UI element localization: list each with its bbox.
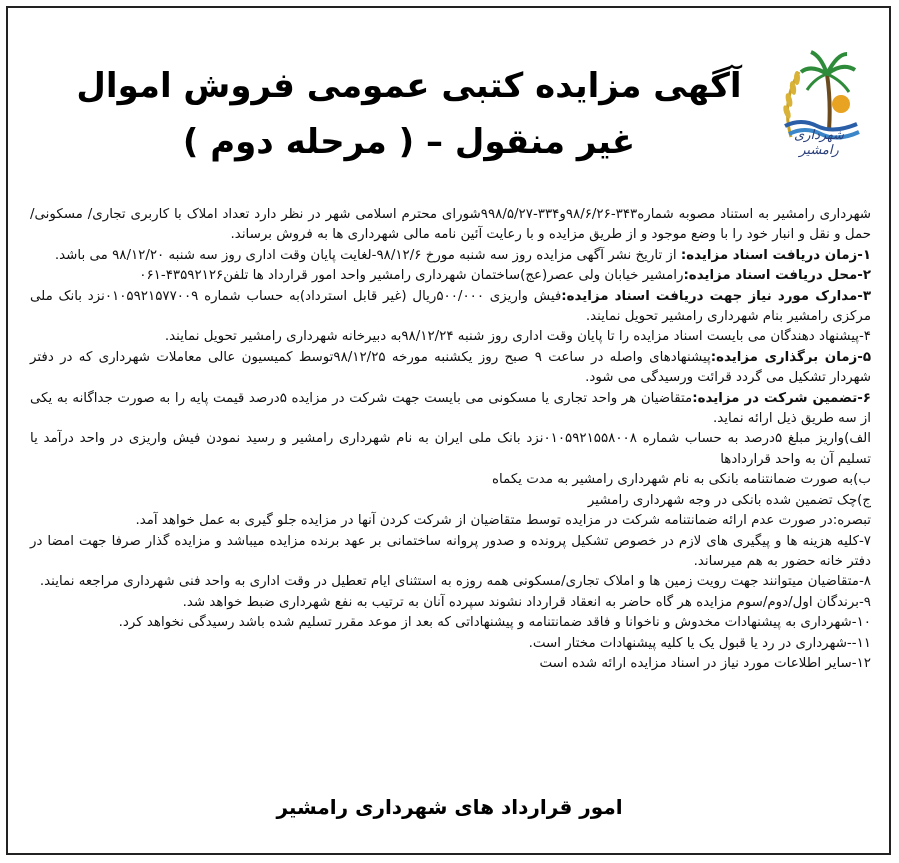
notice-body (30, 205, 871, 674)
notice-item: ۶-تضمین شرکت در مزایده:متقاضیان هر واحد تجاری یا مسکونی می بایست جهت شرکت در مزایده ۵درصد قیمت پایه را به صورت جداگانه به یکی از سه طریق ذیل ارائه نماید. (30, 390, 871, 427)
notice-item: ۹-برندگان اول/دوم/سوم مزایده هر گاه حاضر به انعقاد قرارداد نشوند سپرده آنان به ترتیب به نفع شهرداری ضبط خواهد شد. (182, 594, 871, 610)
notice-item: ب)به صورت ضمانتنامه بانکی به نام شهرداری رامشیر به مدت یکماه (491, 472, 871, 488)
notice-item: ۳-مدارک مورد نیاز جهت دریافت اسناد مزایده:فیش واریزی ۵۰۰/۰۰۰ریال (غیر قابل استرداد)به حساب شماره ۰۱۰۵۹۲۱۵۷۷۰۰۹نزد بانک ملی مرکزی رامشیر بنام شهرداری رامشیر تحویل نمایند. (30, 288, 872, 325)
notice-item: ۸-متقاضیان میتوانند جهت رویت زمین ها و املاک تجاری/مسکونی همه روزه به استثنای ایام تعطیل در وقت اداری به واحد فنی شهرداری مراجعه نمایند. (39, 574, 871, 590)
notice-item: ۱۰-شهرداری به پیشنهادات مخدوش و ناخوانا و فاقد ضمانتنامه و پیشنهاداتی که بعد از موعد مقرر تسلیم شده باشد رسیدگی نخواهد کرد. (118, 615, 871, 631)
notice-item: ۱۲-سایر اطلاعات مورد نیاز در اسناد مزایده ارائه شده است (539, 655, 871, 671)
signature: امور قرارداد های شهرداری رامشیر (276, 795, 623, 819)
notice-title: آگهی مزایده کتبی عمومی فروش اموال غیر منقول – ( مرحله دوم ) (76, 66, 742, 162)
notice-item: ۲-محل دریافت اسناد مزایده:رامشیر خیابان ولی عصر(عج)ساختمان شهرداری رامشیر واحد امور قرارداد ها تلفن۴۳۵۹۲۱۲۶-۰۶۱ (139, 268, 871, 284)
intro-paragraph: شهرداری رامشیر به استناد مصوبه شماره۳۴۳-۹۸/۶/۲۶و۳۳۴-۹۹۸/۵/۲۷شورای محترم اسلامی شهر در نظر دارد تعداد املاک با کاربری تجاری/ مسکونی/ حمل و نقل و انبار خود را با وضع موجود و از طریق مزایده و با رعایت آئین نامه مالی شهرداری ها به فروش برساند. (30, 207, 872, 243)
notice-item: ۵-زمان برگذاری مزایده:پیشنهادهای واصله در ساعت ۹ صبح روز یکشنبه مورخه ۹۸/۱۲/۲۵توسط کمیسیون عالی معاملات شهرداری که در دفتر شهردار تشکیل می گردد قرائت ورسیدگی می شود. (30, 349, 871, 386)
notice-item: ۴-پیشنهاد دهندگان می بایست اسناد مزایده را تا پایان وقت اداری روز شنبه ۹۸/۱۲/۲۴به دبیرخانه شهرداری رامشیر تحویل نمایند. (164, 329, 871, 345)
notice-item: تبصره:در صورت عدم ارائه ضمانتنامه شرکت در مزایده توسط متقاضیان از شرکت کردن آنها در مزایده جلو گیری به عمل خواهد آمد. (135, 513, 871, 529)
notice-item: ۱۱--شهرداری در رد یا قبول یک یا کلیه پیشنهادات مختار است. (528, 635, 871, 651)
notice-item: ۷-کلیه هزینه ها و پیگیری های لازم در خصوص تشکیل پرونده و صدور پروانه ساختمانی بر عهد برنده مزایده میباشد و مزایده گذار صرفا جهت امضا در دفتر خانه حضور به هم میرساند. (30, 533, 871, 569)
notice-item: الف)واریز مبلغ ۵درصد به حساب شماره ۰۱۰۵۹۲۱۵۵۸۰۰۸نزد بانک ملی ایران به نام شهرداری رامشیر و رسید نمودن فیش واریزی در واحد درآمد یا تسلیم آن به واحد قراردادها (30, 431, 871, 467)
logo-caption: شهرداری رامشیر (794, 128, 844, 158)
notice-item: ج)چک تضمین شده بانکی در وجه شهرداری رامشیر (587, 492, 871, 508)
notice-item: ۱-زمان دریافت اسناد مزایده: از تاریخ نشر آگهی مزایده روز سه شنبه مورخ ۹۸/۱۲/۶-لغایت پایان وقت اداری روز سه شنبه ۹۸/۱۲/۲۰ می باشد. (54, 247, 871, 263)
